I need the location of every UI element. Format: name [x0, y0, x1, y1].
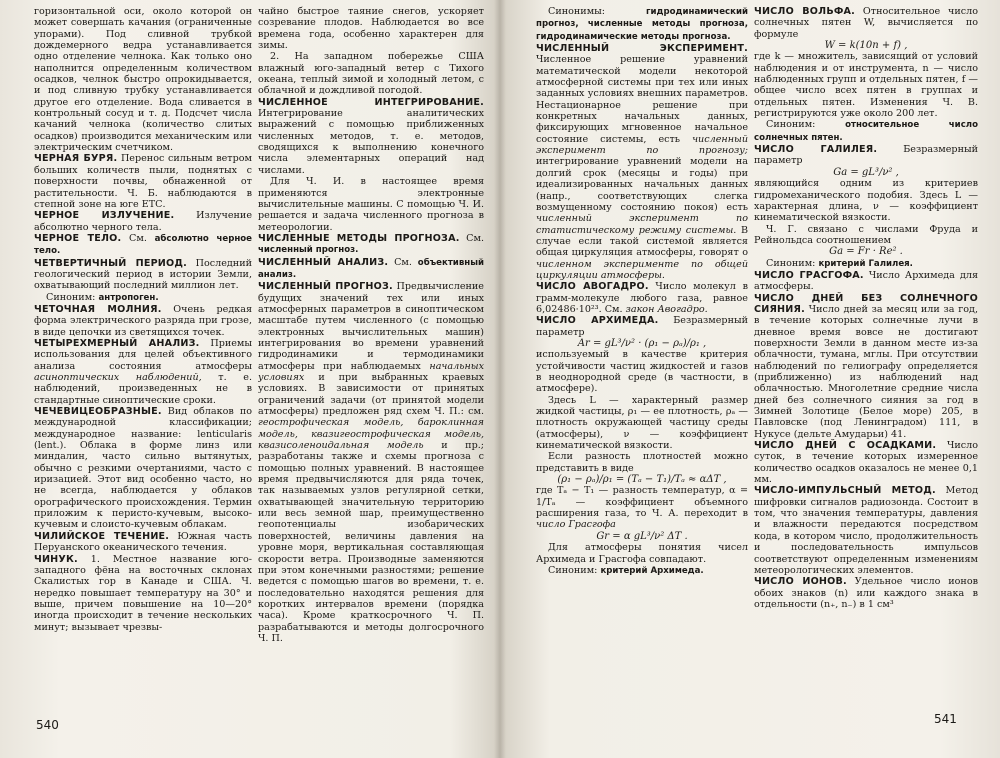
- paragraph: [536, 6, 748, 43]
- entry-text: Для атмосферы понятия чисел Архимеда и Грасгофа совпадают.: [536, 542, 748, 565]
- dictionary-entry: [34, 258, 252, 292]
- paragraph: [536, 565, 748, 577]
- italic-term: асиноптических наблюдений,: [34, 372, 202, 383]
- entry-text: Относительное число солнечных пятен W, вычисляется по формуле: [754, 6, 978, 40]
- formula-text: Ga = Fr · Re² .: [829, 246, 903, 258]
- left-page-number: 540: [36, 718, 59, 732]
- entry-text: интегрирование уравнений модели на долгий срок (месяцы и годы) при идеализированных начальных данных (напр., соответствующих слегка возмущенному состоянию покоя) есть: [536, 156, 748, 213]
- entry-headword: ЧЕРНОЕ ТЕЛО.: [34, 232, 122, 244]
- dictionary-entry: [754, 144, 978, 167]
- cross-reference: гидродинамический прогноз, численные методы прогноза, гидродинамические методы прогноза.: [536, 7, 748, 42]
- entry-headword: ЧИСЛЕННЫЙ АНАЛИЗ.: [258, 256, 389, 268]
- paragraph: [754, 178, 978, 223]
- entry-text: Очень редкая форма электрического разряда при грозе, в виде цепочки из светящихся точек.: [34, 303, 252, 338]
- entry-text: См.: [388, 256, 418, 268]
- paragraph: [536, 485, 748, 530]
- entry-headword: ЧИСЛЕННОЕ ИНТЕГРИРОВАНИЕ.: [258, 96, 484, 108]
- formula-text: Ar = gL³/ν² · (ρ₁ − ρₐ)/ρ₁ ,: [577, 337, 707, 349]
- entry-text: См.: [459, 232, 484, 244]
- entry-headword: ЧИСЛО ДНЕЙ БЕЗ СОЛНЕЧНОГО СИЯНИЯ.: [754, 292, 978, 315]
- entry-text: Для Ч. И. в настоящее время применяются электронные вычислительные машины. С помощью Ч. И. решается и задача численного прогноза в метеорологии.: [258, 176, 484, 233]
- entry-text: См.: [121, 232, 155, 244]
- entry-headword: ЧИСЛО АРХИМЕДА.: [536, 315, 659, 327]
- entry-headword: ЧИСЛО ДНЕЙ С ОСАДКАМИ.: [754, 440, 937, 452]
- paragraph: [536, 349, 748, 394]
- dictionary-entry: [754, 6, 978, 40]
- dictionary-entry: [258, 281, 484, 644]
- left-page-column-1: [34, 6, 252, 716]
- entry-text: Безразмерный параметр: [754, 144, 978, 167]
- entry-text: Ч. Г. связано с числами Фруда и Рейнольдса соотношением: [754, 223, 978, 246]
- entry-text: Число молекул в грамм-молекуле любого газа, равное 6,02486·10²³. См.: [536, 281, 748, 315]
- dictionary-entry: [34, 153, 252, 210]
- entry-text: 2. На западном побережье США влажный юго-западный ветер с Тихого океана, теплый зимой и холодный летом, с облачной и дождливой погодой.: [258, 51, 484, 97]
- entry-headword: ЧИСЛО-ИМПУЛЬСНЫЙ МЕТОД.: [754, 485, 936, 497]
- entry-text: где k — множитель, зависящий от условий наблюдения и от инструмента, n — число наблюденных групп и отдельных пятен, f — общее число всех пятен в группах и отдельных пятен. Изменения Ч. В. регистрируются уже около 200 лет.: [754, 51, 978, 120]
- dictionary-entry: [754, 293, 978, 440]
- dictionary-entry: [34, 531, 252, 554]
- entry-text: Здесь L — характерный размер жидкой частицы, ρ₁ — ее плотность, ρₐ — плотность окружающей частицу среды (атмосферы), ν — коэффициент кинематической вязкости.: [536, 394, 748, 452]
- entry-text: Число Архимеда для атмосферы.: [754, 269, 978, 293]
- entry-text: используемый в качестве критерия устойчивости частиц жидкостей и газов в неоднородной среде (в частности, в атмосфере).: [536, 349, 748, 395]
- italic-term: число Грасгофа: [536, 519, 616, 531]
- dictionary-entry: [34, 304, 252, 338]
- right-page-column-1: [536, 6, 748, 706]
- dictionary-entry: [536, 281, 748, 315]
- cross-reference: антропоген.: [98, 292, 159, 303]
- paragraph: [536, 395, 748, 452]
- formula: [754, 40, 978, 51]
- cross-reference: численный прогноз.: [258, 245, 359, 256]
- paragraph: [34, 292, 252, 304]
- paragraph: [754, 51, 978, 119]
- cross-reference: относительное число солнечных пятен.: [754, 120, 978, 143]
- entry-headword: ЧИСЛЕННЫЙ ПРОГНОЗ.: [258, 281, 393, 293]
- paragraph: [754, 258, 978, 270]
- entry-headword: ЧЕТЫРЕХМЕРНЫЙ АНАЛИЗ.: [34, 337, 200, 349]
- italic-term: численный эксперимент по прогнозу;: [536, 133, 748, 157]
- entry-headword: ЧИСЛО ВОЛЬФА.: [754, 6, 856, 17]
- formula: [536, 531, 748, 542]
- entry-text: Число дней за месяц или за год, в течение которых солнечные лучи в дневное время вовсе не достигают поверхности Земли в данном месте из-за облачности, тумана, мглы. При отсутствии наблюдений по гелиографу определяется (приближенно) из наблюдений над облачностью. Многолетние средние числа дней без солнечного сияния за год в Зимней Золотице (Белое море) 205, в Павловске (под Ленинградом) 111, в Нукусе (дельте Амударьи) 41.: [754, 303, 978, 440]
- dictionary-entry: [258, 257, 484, 282]
- entry-headword: ЧИСЛО ГРАСГОФА.: [754, 269, 864, 281]
- entry-headword: ЧИСЛО ГАЛИЛЕЯ.: [754, 144, 878, 156]
- dictionary-entry: [754, 485, 978, 576]
- paragraph: [258, 6, 484, 51]
- entry-text: 1. Местное название юго-западного фёна на восточных склонах Скалистых гор в Канаде и США. Ч. нередко повышает температуру на 30° и выше, причем повышение на 10—20° иногда происходит в течение нескольких минут; вызывает чрезвы-: [34, 553, 252, 633]
- entry-headword: ЧИСЛО ИОНОВ.: [754, 576, 847, 588]
- entry-text: Синоним:: [766, 257, 819, 269]
- formula: [536, 474, 748, 485]
- entry-text: Предвычисление будущих значений тех или иных атмосферных параметров в синоптическом масштабе путем численного (с помощью электронных вычислительных машин) интегрирования во времени уравнений гидродинамики и термодинамики атмосферы при наблюдаемых: [258, 281, 484, 372]
- right-page-number: 541: [934, 712, 957, 726]
- formula: [754, 246, 978, 257]
- entry-text: Вид облаков по международной классификации; международное название: lenticularis (lent.). Облака в форме линз или миндалин, часто сильно вытянутых, обычно с резкими очертаниями, часто с иризацией. Этот вид особенно часто, но не всегда, наблюдается у облаков орографического происхождения. Термин приложим к перисто-кучевым, высоко-кучевым и слоисто-кучевым облакам.: [34, 406, 252, 531]
- entry-text: Метод шифровки сигналов радиозонда. Состоит в том, что значения температуры, давления и влажности передаются посредством кода, в котором число, продолжительность и последовательность импульсов соответствуют определенным изменениям метеорологических элементов.: [754, 485, 978, 576]
- entry-text: где Tₐ − T₁ — разность температур, α = 1/Tₐ — коэффициент объемного расширения газа, то Ч. А. переходит в: [536, 485, 748, 520]
- entry-headword: ЧИСЛО АВОГАДРО.: [536, 281, 649, 293]
- cross-reference: критерий Архимеда.: [600, 565, 704, 576]
- dictionary-entry: [754, 270, 978, 293]
- entry-headword: ЧИЛИЙСКОЕ ТЕЧЕНИЕ.: [34, 530, 170, 542]
- entry-headword: ЧЕТВЕРТИЧНЫЙ ПЕРИОД.: [34, 257, 187, 269]
- entry-headword: ЧЕЧЕВИЦЕОБРАЗНЫЕ.: [34, 406, 162, 418]
- italic-term: закон Авогадро.: [625, 303, 708, 315]
- paragraph: [536, 542, 748, 565]
- entry-text: и при выбранных краевых условиях. В зависимости от принятых ограничений задачи (от принятой модели атмосферы) предложен ряд схем Ч. П.: см.: [258, 372, 484, 418]
- entry-text: Если разность плотностей можно представить в виде: [536, 451, 748, 474]
- left-page-column-2: [258, 6, 484, 696]
- entry-text: Синоним:: [46, 291, 99, 303]
- dictionary-entry: [34, 406, 252, 531]
- entry-text: В случае если такой системой является общая циркуляция атмосферы, говорят о: [536, 224, 748, 259]
- entry-text: горизонтальной оси, около которой он может совершать качания (ограниченные упорами). Под сливной трубкой дождемерного ведра устанавливается одно отделение челнока. Как только оно наполнится определенным количеством осадков, челнок быстро опрокидывается, и под сливную трубку устанавливается другое его отделение. Вода сливается в контрольный сосуд и т. д. Подсчет числа качаний челнока (количество слитых осадков) производится механическим или электрическим счетчиком.: [34, 6, 252, 154]
- formula-text: Gr = α gL³/ν² ΔT .: [596, 530, 688, 542]
- entry-text: Излучение абсолютно черного тела.: [34, 210, 252, 233]
- entry-headword: ЧИСЛЕННЫЕ МЕТОДЫ ПРОГНОЗА.: [258, 232, 460, 244]
- dictionary-entry: [754, 440, 978, 485]
- italic-term: геострофическая модель, бароклинная модель, квазигеострофическая модель, квазисоленоидальная модель: [258, 417, 484, 452]
- dictionary-entry: [34, 233, 252, 258]
- paragraph: [754, 119, 978, 144]
- right-page-column-2: [754, 6, 978, 706]
- entry-headword: ЧИСЛЕННЫЙ ЭКСПЕРИМЕНТ.: [536, 43, 748, 55]
- dictionary-entry: [34, 554, 252, 633]
- dictionary-entry: [34, 210, 252, 233]
- entry-text: и пр.; разработаны также и схемы прогноза с помощью полных уравнений. В настоящее время предвычисляются для ряда точек, так называемых узлов регулярной сетки, охватывающей значительную территорию или весь земной шар, преимущественно геопотенциалы изобарических поверхностей, величины давления на уровне моря, вертикальная составляющая скорости ветра. Производные заменяются при этом конечными разностями; решение ведется с помощью шагов во времени, т. е. последовательно находятся решения для коротких интервалов времени (порядка часа). Кроме краткосрочного Ч. П. разрабатываются и методы долгосрочного Ч. П.: [258, 440, 484, 644]
- entry-text: чайно быстрое таяние снегов, ускоряет созревание плодов. Наблюдается во все времена года, особенно характерен для зимы.: [258, 6, 484, 52]
- paragraph: [536, 451, 748, 474]
- entry-text: Перенос сильным ветром больших количеств пыли, поднятых с поверхности почвы, обнаженной от растительности. Ч. Б. наблюдаются в степной зоне на юге ЕТС.: [34, 153, 252, 210]
- entry-text: Синонимы:: [548, 6, 647, 17]
- cross-reference: абсолютно черное тело.: [34, 233, 252, 257]
- entry-text: т. е. наблюдений, произведенных не в стандартные синоптические сроки.: [34, 372, 252, 406]
- italic-term: начальных условиях: [258, 360, 484, 383]
- dictionary-entry: [536, 315, 748, 338]
- dictionary-entry: [754, 576, 978, 610]
- formula-text: Ga = gL³/ν² ,: [833, 166, 899, 178]
- entry-text: Безразмерный параметр: [536, 315, 748, 338]
- paragraph: [34, 6, 252, 153]
- formula-text: W = k(10n + f) ,: [824, 40, 908, 52]
- entry-text: Удельное число ионов обоих знаков (n) или каждого знака в отдельности (n₊, n₋) в 1 см³: [754, 576, 978, 610]
- entry-text: Южная часть Перуанского океанического течения.: [34, 530, 252, 554]
- cross-reference: объективный анализ.: [258, 257, 484, 280]
- paragraph: [258, 176, 484, 233]
- entry-headword: ЧЕРНАЯ БУРЯ.: [34, 153, 118, 165]
- dictionary-entry: [536, 43, 748, 281]
- entry-text: Численное решение уравнений математической модели некоторой атмосферной системы при тех или иных заданных условиях внешних параметров. Нестационарное решение при конкретных начальных данных, фиксирующих мгновенное начальное состояние системы, есть: [536, 54, 748, 145]
- formula: [754, 167, 978, 178]
- entry-headword: ЧЕРНОЕ ИЗЛУЧЕНИЕ.: [34, 210, 175, 222]
- italic-term: численный эксперимент по статистическому режиму системы.: [536, 213, 748, 236]
- dictionary-entry: [34, 338, 252, 406]
- entry-text: являющийся одним из критериев гидромеханического подобия. Здесь L — характерная длина, ν — коэффициент кинематической вязкости.: [754, 178, 978, 224]
- formula: [536, 338, 748, 349]
- entry-text: Последний геологический период в истории Земли, охватывающий последний миллион лет.: [34, 257, 252, 292]
- entry-text: Синоним:: [548, 564, 601, 576]
- entry-text: Число суток, в течение которых измеренное количество осадков оказалось не менее 0,1 мм.: [754, 440, 978, 486]
- entry-text: Приемы использования для целей объективного анализа состояния атмосферы: [34, 337, 252, 372]
- italic-term: численном эксперименте по общей циркуляции атмосферы.: [536, 258, 748, 281]
- entry-text: Синоним:: [766, 119, 846, 131]
- dictionary-entry: [258, 233, 484, 257]
- paragraph: [258, 51, 484, 96]
- cross-reference: критерий Галилея.: [818, 258, 913, 269]
- paragraph: [754, 224, 978, 247]
- dictionary-entry: [258, 97, 484, 176]
- entry-headword: ЧЕТОЧНАЯ МОЛНИЯ.: [34, 303, 162, 315]
- formula-text: (ρ₁ − ρₐ)/ρ₁ = (Tₐ − T₁)/Tₐ ≈ αΔT ,: [557, 474, 727, 486]
- entry-headword: ЧИНУК.: [34, 553, 78, 565]
- entry-text: Интегрирование аналитических выражений с помощью приближенных численных методов, т. е. методов, сводящихся к выполнению конечного числа элементарных операций над числами.: [258, 108, 484, 176]
